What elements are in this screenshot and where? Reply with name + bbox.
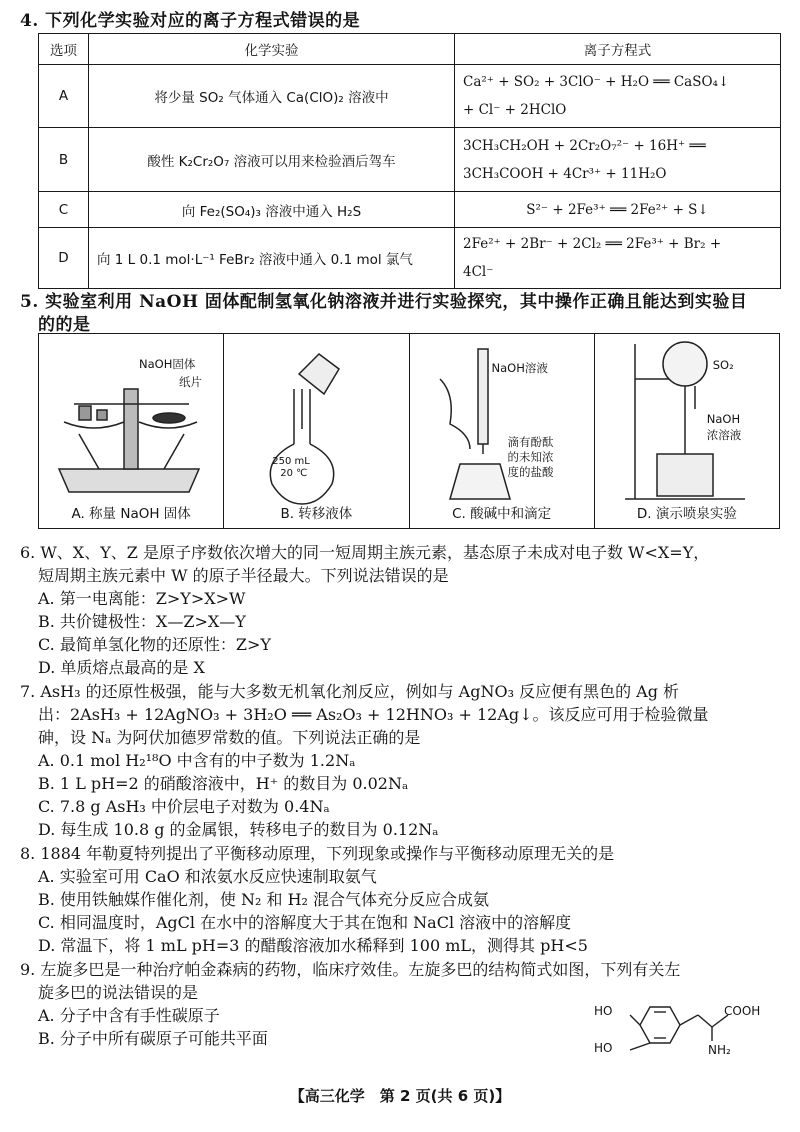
q7-option-d: D. 每生成 10.8 g 的金属银，转移电子的数目为 0.12Nₐ — [38, 820, 439, 839]
row-experiment: 将少量 SO₂ 气体通入 Ca(ClO)₂ 溶液中 — [89, 65, 455, 128]
label-hcl: 度的盐酸 — [507, 465, 554, 479]
label-paper: 纸片 — [179, 375, 202, 389]
label-unknown: 的未知浓 — [507, 450, 554, 464]
row-option: D — [39, 228, 89, 289]
label-ho-bottom: HO — [594, 1041, 613, 1055]
q8-option-d: D. 常温下，将 1 mL pH=3 的醋酸溶液加水稀释到 100 mL，测得其 pH<5 — [38, 936, 588, 955]
q8-option-b: B. 使用铁触媒作催化剂，使 N₂ 和 H₂ 混合气体充分反应合成氨 — [38, 890, 490, 909]
figure-b-transfer — [224, 334, 409, 528]
q7-line3: 砷，设 Nₐ 为阿伏加德罗常数的值。下列说法正确的是 — [38, 728, 421, 747]
fountain-illustration — [595, 334, 800, 530]
equation-line: 3CH₃COOH + 4Cr³⁺ + 11H₂O — [463, 165, 667, 182]
row-option: B — [39, 128, 89, 192]
header-option: 选项 — [39, 34, 89, 65]
row-equation — [455, 128, 781, 192]
caption-d: D. 演示喷泉实验 — [636, 506, 737, 522]
row-experiment: 向 1 L 0.1 mol·L⁻¹ FeBr₂ 溶液中通入 0.1 mol 氯气 — [89, 228, 455, 289]
label-cooh: COOH — [724, 1004, 761, 1018]
flask-illustration — [224, 334, 390, 530]
q6-line1: 6. W、X、Y、Z 是原子序数依次增大的同一短周期主族元素，基态原子未成对电子数 W<X=Y， — [20, 543, 710, 562]
q7-option-c: C. 7.8 g AsH₃ 中价层电子对数为 0.4Nₐ — [38, 797, 330, 816]
label-flask-temp: 20 ℃ — [280, 468, 308, 479]
label-concentrated: 浓溶液 — [706, 428, 742, 442]
caption-b: B. 转移液体 — [280, 506, 353, 522]
label-phenolphthalein: 滴有酚酞 — [507, 435, 554, 449]
table-row — [39, 65, 781, 128]
header-experiment: 化学实验 — [89, 34, 455, 65]
q7-line2: 出：2AsH₃ + 12AgNO₃ + 3H₂O ══ As₂O₃ + 12HNO₃ + 12Ag↓。该反应可用于检验微量 — [38, 705, 709, 724]
q6-line2: 短周期主族元素中 W 的原子半径最大。下列说法错误的是 — [38, 566, 449, 585]
row-equation — [455, 65, 781, 128]
table-row — [39, 128, 781, 192]
row-equation — [455, 228, 781, 289]
label-ho-top: HO — [594, 1004, 613, 1018]
q9-option-a: A. 分子中含有手性碳原子 — [38, 1006, 220, 1025]
table-row — [39, 192, 781, 228]
q8-line1: 8. 1884 年勒夏特列提出了平衡移动原理，下列现象或操作与平衡移动原理无关的是 — [20, 844, 615, 863]
ion-equation-table — [38, 33, 781, 289]
q5-title-line2: 的的是 — [38, 315, 91, 335]
equation-line: S²⁻ + 2Fe³⁺ ══ 2Fe²⁺ + S↓ — [526, 201, 709, 218]
row-equation — [455, 192, 781, 228]
q8-option-a: A. 实验室可用 CaO 和浓氨水反应快速制取氨气 — [38, 867, 377, 886]
label-flask-volume: 250 mL — [272, 456, 310, 467]
caption-a: A. 称量 NaOH 固体 — [71, 506, 191, 522]
equation-line: 3CH₃CH₂OH + 2Cr₂O₇²⁻ + 16H⁺ ══ — [463, 137, 706, 154]
caption-c: C. 酸碱中和滴定 — [452, 506, 552, 522]
row-experiment: 酸性 K₂Cr₂O₇ 溶液可以用来检验酒后驾车 — [89, 128, 455, 192]
row-option: A — [39, 65, 89, 128]
q4-title: 4. 下列化学实验对应的离子方程式错误的是 — [20, 11, 361, 31]
q6-option-c: C. 最简单氢化物的还原性：Z>Y — [38, 635, 271, 654]
header-equation: 离子方程式 — [455, 34, 781, 65]
q5-figure-row — [38, 333, 780, 529]
figure-d-fountain — [595, 334, 779, 528]
equation-line: + Cl⁻ + 2HClO — [463, 102, 567, 118]
equation-line: Ca²⁺ + SO₂ + 3ClO⁻ + H₂O ══ CaSO₄↓ — [463, 74, 730, 90]
q5-title-line1: 5. 实验室利用 NaOH 固体配制氢氧化钠溶液并进行实验探究，其中操作正确且能达到实验目 — [20, 292, 748, 312]
q7-option-b: B. 1 L pH=2 的硝酸溶液中，H⁺ 的数目为 0.02Nₐ — [38, 774, 409, 793]
figure-a-balance — [39, 334, 224, 528]
q6-option-a: A. 第一电离能：Z>Y>X>W — [38, 589, 246, 608]
row-experiment: 向 Fe₂(SO₄)₃ 溶液中通入 H₂S — [89, 192, 455, 228]
q9-line2: 旋多巴的说法错误的是 — [38, 983, 199, 1002]
page-footer: 【高三化学 第 2 页(共 6 页)】 — [289, 1087, 511, 1105]
label-so2: SO₂ — [712, 358, 734, 372]
row-option: C — [39, 192, 89, 228]
equation-line: 2Fe²⁺ + 2Br⁻ + 2Cl₂ ══ 2Fe³⁺ + Br₂ + — [463, 236, 722, 252]
label-nh2: NH₂ — [708, 1043, 731, 1057]
label-naoh-solid: NaOH固体 — [139, 357, 196, 371]
label-naoh: NaOH — [706, 412, 741, 426]
equation-line: 4Cl⁻ — [463, 264, 494, 280]
q6-option-b: B. 共价键极性：X—Z>X—Y — [38, 612, 246, 631]
label-naoh-solution: NaOH溶液 — [491, 361, 548, 375]
table-header-row — [39, 34, 781, 65]
table-row — [39, 228, 781, 289]
figure-c-titration — [410, 334, 595, 528]
q7-option-a: A. 0.1 mol H₂¹⁸O 中含有的中子数为 1.2Nₐ — [38, 751, 356, 770]
q9-option-b: B. 分子中所有碳原子可能共平面 — [38, 1029, 268, 1048]
q6-option-d: D. 单质熔点最高的是 X — [38, 658, 205, 677]
q8-option-c: C. 相同温度时，AgCl 在水中的溶解度大于其在饱和 NaCl 溶液中的溶解度 — [38, 913, 572, 932]
q7-line1: 7. AsH₃ 的还原性极强，能与大多数无机氧化剂反应，例如与 AgNO₃ 反应便有黑色的 Ag 析 — [20, 682, 680, 701]
q9-line1: 9. 左旋多巴是一种治疗帕金森病的药物，临床疗效佳。左旋多巴的结构简式如图，下列有关左 — [20, 960, 681, 979]
